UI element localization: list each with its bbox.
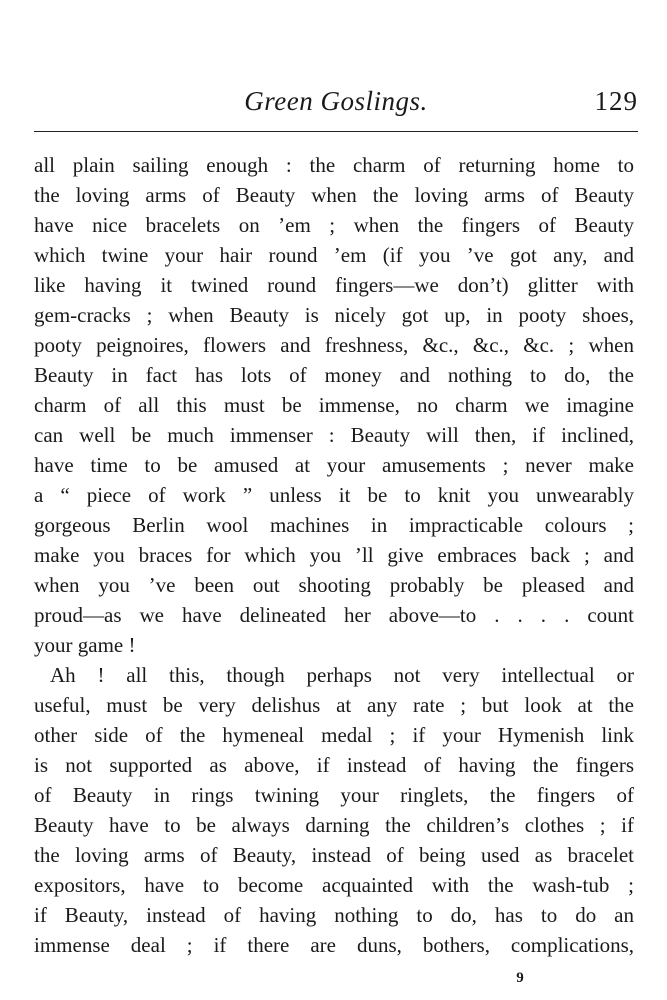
text-line: Beauty in fact has lots of money and nothing to do, the [34, 363, 634, 387]
text-line: like having it twined round fingers—we don’t) glitter with [34, 273, 634, 297]
text-line: of Beauty in rings twining your ringlets, the fingers of [34, 783, 634, 807]
text-line: when you ’ve been out shooting probably be pleased and [34, 573, 634, 597]
body-text [34, 150, 634, 960]
running-header [34, 86, 638, 130]
text-line: if Beauty, instead of having nothing to do, has to do an [34, 903, 634, 927]
text-line: which twine your hair round ’em (if you ’ve got any, and [34, 243, 634, 267]
running-title: Green Goslings. [244, 86, 428, 116]
text-line: can well be much immenser : Beauty will then, if inclined, [34, 423, 634, 447]
signature-mark: 9 [516, 970, 524, 986]
text-line: make you braces for which you ’ll give embraces back ; and [34, 543, 634, 567]
text-line: gem-cracks ; when Beauty is nicely got up, in pooty shoes, [34, 303, 634, 327]
page-number: 129 [594, 86, 638, 116]
text-line: the loving arms of Beauty, instead of being used as bracelet [34, 843, 634, 867]
text-line: useful, must be very delishus at any rate ; but look at the [34, 693, 634, 717]
header-rule [34, 131, 638, 132]
text-line: your game ! [34, 633, 136, 657]
text-line: charm of all this must be immense, no charm we imagine [34, 393, 634, 417]
text-line: Beauty have to be always darning the children’s clothes ; if [34, 813, 634, 837]
text-line: have time to be amused at your amusements ; never make [34, 453, 634, 477]
text-line: other side of the hymeneal medal ; if your Hymenish link [34, 723, 634, 747]
text-line: proud—as we have delineated her above—to . . . . count [34, 603, 634, 627]
text-line: the loving arms of Beauty when the loving arms of Beauty [34, 183, 634, 207]
paragraph-start-line: Ah ! all this, though perhaps not very intellectual or [50, 663, 634, 687]
text-line: pooty peignoires, flowers and freshness, &c., &c., &c. ; when [34, 333, 634, 357]
text-line: have nice bracelets on ’em ; when the fingers of Beauty [34, 213, 634, 237]
text-line: gorgeous Berlin wool machines in impracticable colours ; [34, 513, 634, 537]
text-line: expositors, have to become acquainted with the wash-tub ; [34, 873, 634, 897]
text-line: immense deal ; if there are duns, bothers, complications, [34, 933, 634, 957]
text-line: all plain sailing enough : the charm of returning home to [34, 153, 634, 177]
text-line: is not supported as above, if instead of having the fingers [34, 753, 634, 777]
text-line: a “ piece of work ” unless it be to knit you unwearably [34, 483, 634, 507]
